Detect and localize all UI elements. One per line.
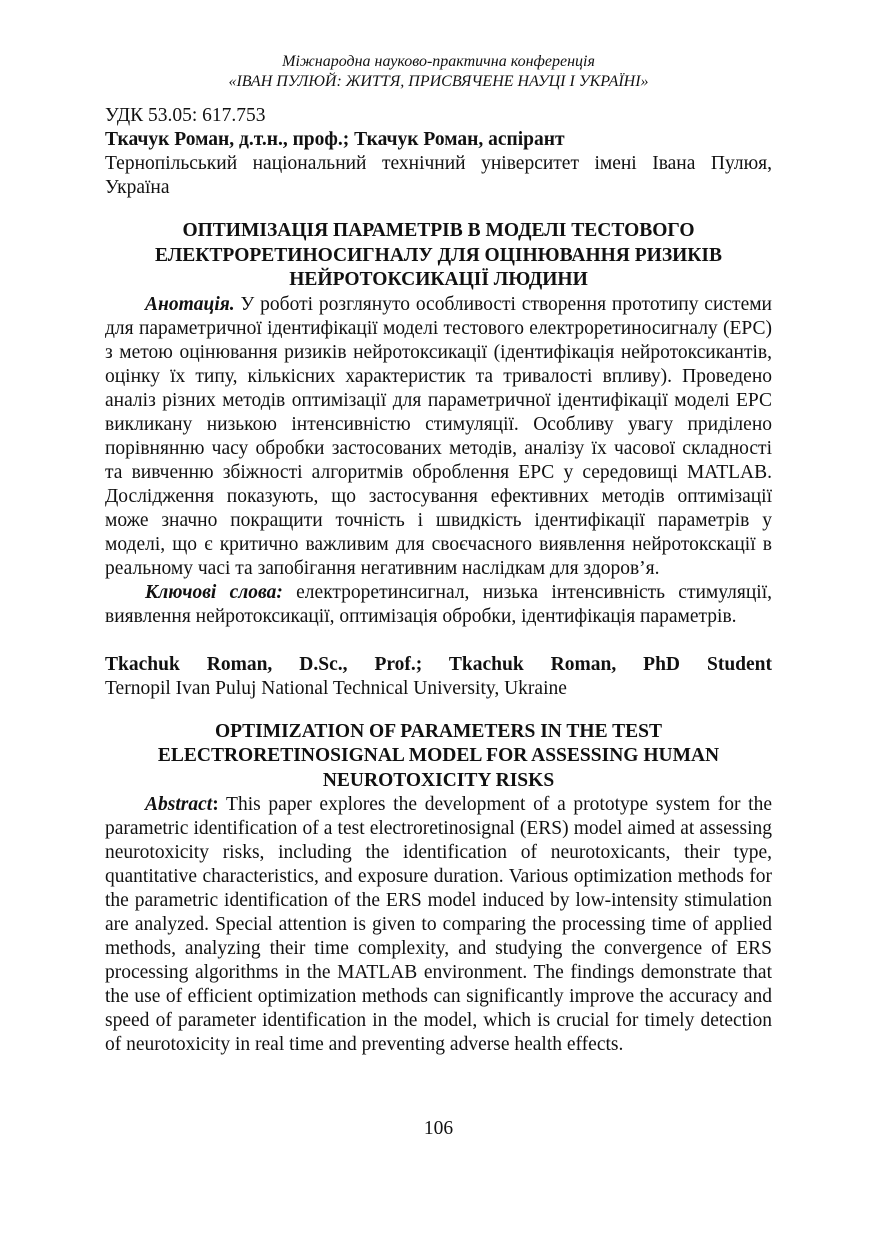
- udc-code: УДК 53.05: 617.753: [105, 105, 266, 126]
- abstract-en-text: This paper explores the development of a prototype system for the parametric identification of a test electroretinosignal (ERS) model aimed at assessing neurotoxicity risks, including the identification of neurotoxicants, their type, quantitative characteristics, and exposure duration. Various optimization methods for the parametric identification of the ERS model induced by low-intensity stimulation are analyzed. Special attention is given to comparing the processing time of applied methods, analyzing their time complexity, and studying the convergence of ERS processing algorithms in the MATLAB environment. The findings demonstrate that the use of efficient optimization methods can significantly improve the accuracy and speed of parameter identification in the model, which is crucial for timely detection of neurotoxicity in real time and preventing adverse health effects.: [105, 794, 772, 1055]
- abstract-ua-label: Анотація.: [145, 293, 235, 315]
- keywords-ua: [105, 581, 772, 629]
- page-number: 106: [423, 1118, 454, 1139]
- abstract-ua: [105, 293, 772, 581]
- title-en: [105, 720, 772, 794]
- abstract-ua-text: У роботі розглянуто особливості створення прототипу системи для параметричної ідентифікації моделі тестового електроретиносигналу (ЕРС) з метою оцінювання ризиків нейротоксикації (ідентифікація нейротоксикантів, оцінку їх типу, кількісних характеристик та тривалості впливу). Проведено аналіз різних методів оптимізації для параметричної ідентифікації моделі ЕРС викликану низькою інтенсивністю стимуляції. Особливу увагу приділено порівнянню часу обробки застосованих методів, аналізу їх часової складності та вивченню збіжності алгоритмів оброблення ЕРС у середовищі MATLAB. Дослідження показують, що застосування ефективних методів оптимізації може значно покращити точність і швидкість ідентифікації параметрів у моделі, що є критично важливим для своєчасного виявлення нейротокскації в реальному часі та запобігання негативним наслідкам для здоров’я.: [105, 293, 772, 579]
- conference-name: Міжнародна науково-практична конференція: [282, 53, 595, 70]
- authors-en: Tkachuk Roman, D.Sc., Prof.; Tkachuk Roman, PhD Student: [105, 653, 772, 675]
- title-ua-line-3: НЕЙРОТОКСИКАЦІЇ ЛЮДИНИ: [289, 269, 588, 290]
- conference-title: «ІВАН ПУЛЮЙ: ЖИТТЯ, ПРИСВЯЧЕНЕ НАУЦІ І УКРАЇНІ»: [228, 73, 649, 90]
- article-body: [105, 104, 772, 1057]
- title-ua-line-1: ОПТИМІЗАЦІЯ ПАРАМЕТРІВ В МОДЕЛІ ТЕСТОВОГО: [182, 220, 695, 241]
- keywords-ua-label: Ключові слова:: [145, 581, 283, 603]
- running-header: [105, 52, 772, 92]
- authors-ua: Ткачук Роман, д.т.н., проф.; Ткачук Роман, аспірант: [105, 129, 565, 150]
- abstract-en: [105, 793, 772, 1057]
- abstract-en-label: Abstract: [145, 794, 213, 815]
- title-en-line-2: ELECTRORETINOSIGNAL MODEL FOR ASSESSING HUMAN: [157, 745, 720, 766]
- affiliation-en: Ternopil Ivan Puluj National Technical University, Ukraine: [105, 677, 567, 699]
- title-en-line-1: OPTIMIZATION OF PARAMETERS IN THE TEST: [215, 720, 662, 742]
- title-ua-line-2: ЕЛЕКТРОРЕТИНОСИГНАЛУ ДЛЯ ОЦІНЮВАННЯ РИЗИКІВ: [154, 244, 723, 266]
- abstract-en-colon: :: [212, 794, 219, 815]
- title-en-line-3: NEUROTOXICITY RISKS: [322, 769, 555, 791]
- title-ua: [105, 219, 772, 293]
- keywords-ua-text: електроретинсигнал, низька інтенсивність стимуляції, виявлення нейротоксикації, оптимізація обробки, ідентифікація параметрів.: [105, 581, 772, 627]
- affiliation-ua: Тернопільський національний технічний університет імені Івана Пулюя, Україна: [105, 153, 772, 198]
- section-spacer: [105, 629, 772, 653]
